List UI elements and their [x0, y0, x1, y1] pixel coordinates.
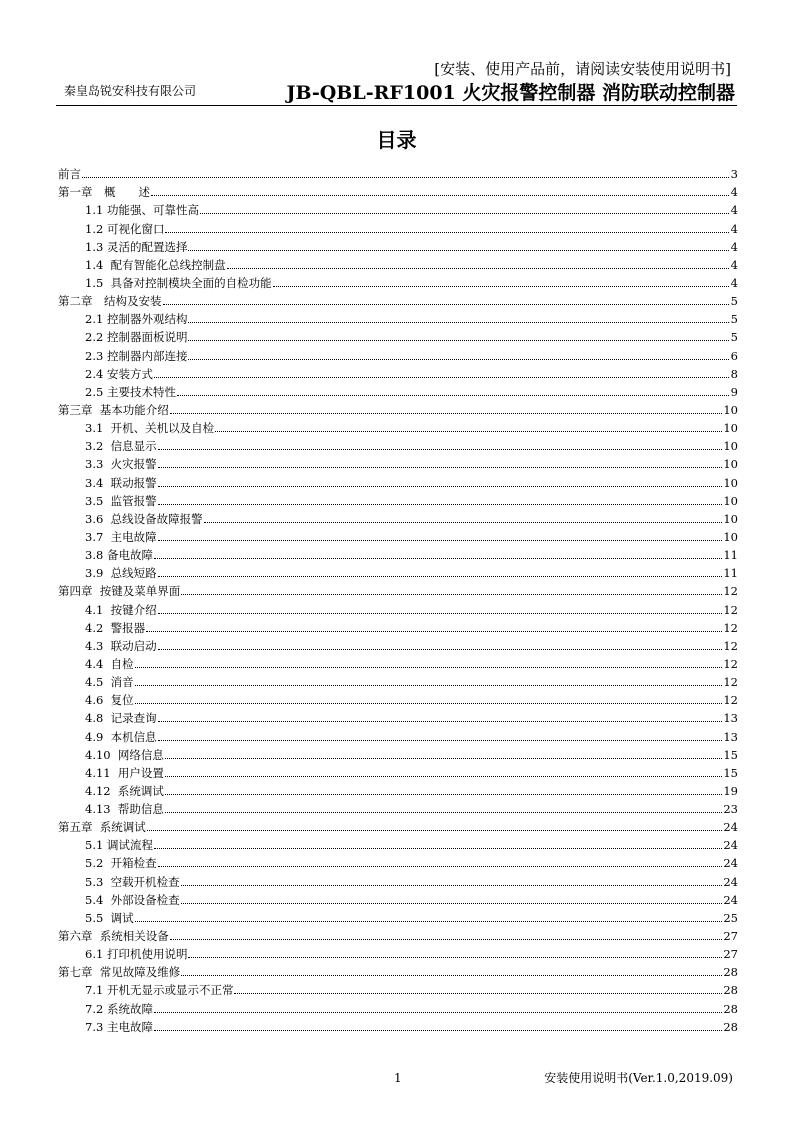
toc-entry-label: 7.2 系统故障 — [85, 1001, 153, 1016]
toc-entry-label: 3.6 总线设备故障报警 — [85, 511, 203, 526]
toc-entry-label: 5.3 空载开机检查 — [85, 874, 180, 889]
toc-leader-dots — [163, 304, 730, 305]
toc-entry[interactable] — [58, 927, 738, 945]
toc-entry-page: 28 — [723, 1019, 738, 1034]
toc-entry-label: 3.1 开机、关机以及自检 — [85, 421, 215, 436]
toc-entry-page: 13 — [723, 729, 738, 744]
toc-entry-page: 10 — [723, 402, 738, 417]
toc-entry[interactable] — [58, 655, 738, 673]
toc-entry-label: 前言 — [58, 167, 81, 182]
toc-entry-page: 12 — [723, 620, 738, 635]
toc-entry-page: 24 — [723, 838, 738, 853]
toc-entry-label: 第二章 结构及安装 — [58, 294, 162, 309]
toc-leader-dots — [158, 613, 723, 614]
toc-leader-dots — [158, 504, 723, 505]
toc-entry[interactable] — [58, 891, 738, 909]
toc-entry[interactable] — [58, 619, 738, 637]
toc-entry-page: 28 — [723, 983, 738, 998]
toc-leader-dots — [181, 885, 723, 886]
toc-entry-page: 24 — [723, 892, 738, 907]
toc-entry[interactable] — [58, 909, 738, 927]
toc-entry-page: 12 — [723, 638, 738, 653]
toc-entry-label: 1.5 具备对控制模块全面的自检功能 — [85, 275, 272, 290]
toc-entry[interactable] — [58, 945, 738, 963]
toc-entry-label: 5.4 外部设备检查 — [85, 892, 180, 907]
toc-leader-dots — [204, 522, 723, 523]
toc-entry-label: 1.3 灵活的配置选择 — [85, 239, 188, 254]
toc-entry[interactable] — [58, 346, 738, 364]
toc-leader-dots — [165, 776, 722, 777]
toc-entry-label: 2.2 控制器面板说明 — [85, 330, 188, 345]
toc-entry[interactable] — [58, 183, 738, 201]
toc-entry-page: 19 — [723, 783, 738, 798]
toc-entry[interactable] — [58, 999, 738, 1017]
toc-entry[interactable] — [58, 165, 738, 183]
footer-page-number: 1 — [394, 1071, 402, 1085]
toc-entry[interactable] — [58, 201, 738, 219]
toc-entry-label: 4.4 自检 — [85, 656, 134, 671]
toc-entry-page: 4 — [730, 239, 738, 254]
toc-leader-dots — [154, 377, 729, 378]
toc-leader-dots — [188, 322, 729, 323]
toc-entry-page: 5 — [730, 294, 738, 309]
toc-leader-dots — [154, 558, 722, 559]
toc-entry-label: 4.6 复位 — [85, 693, 134, 708]
toc-entry[interactable] — [58, 328, 738, 346]
toc-entry[interactable] — [58, 963, 738, 981]
toc-entry[interactable] — [58, 274, 738, 292]
toc-entry[interactable] — [58, 256, 738, 274]
toc-entry[interactable] — [58, 492, 738, 510]
toc-entry-page: 9 — [730, 384, 738, 399]
toc-entry-label: 4.9 本机信息 — [85, 729, 157, 744]
toc-entry-page: 27 — [723, 947, 738, 962]
toc-entry-page: 10 — [723, 457, 738, 472]
toc-entry-label: 第四章 按键及菜单界面 — [58, 584, 181, 599]
toc-entry-label: 4.12 系统调试 — [85, 783, 164, 798]
toc-entry-page: 12 — [723, 584, 738, 599]
toc-entry-label: 第五章 系统调试 — [58, 820, 146, 835]
toc-entry-label: 第七章 常见故障及维修 — [58, 965, 181, 980]
page-title: 目录 — [376, 128, 417, 152]
toc-entry[interactable] — [58, 455, 738, 473]
toc-entry[interactable] — [58, 600, 738, 618]
header-product-title: JB-QBL-RF1001 火灾报警控制器 消防联动控制器 — [286, 82, 735, 104]
toc-entry[interactable] — [58, 310, 738, 328]
toc-leader-dots — [177, 395, 729, 396]
toc-leader-dots — [146, 631, 722, 632]
toc-entry-page: 12 — [723, 693, 738, 708]
toc-leader-dots — [188, 250, 729, 251]
toc-entry[interactable] — [58, 981, 738, 999]
toc-entry-page: 12 — [723, 656, 738, 671]
toc-entry[interactable] — [58, 401, 738, 419]
toc-entry-page: 5 — [730, 330, 738, 345]
toc-entry-page: 10 — [723, 511, 738, 526]
toc-entry-label: 6.1 打印机使用说明 — [85, 947, 188, 962]
toc-entry-label: 3.4 联动报警 — [85, 475, 157, 490]
toc-entry-label: 1.2 可视化窗口 — [85, 221, 165, 236]
toc-leader-dots — [158, 740, 723, 741]
toc-leader-dots — [200, 213, 729, 214]
toc-entry-page: 4 — [730, 257, 738, 272]
toc-entry-page: 8 — [730, 366, 738, 381]
toc-entry[interactable] — [58, 238, 738, 256]
toc-entry[interactable] — [58, 854, 738, 872]
header-divider — [56, 105, 737, 106]
toc-entry-label: 4.8 记录查询 — [85, 711, 157, 726]
toc-entry[interactable] — [58, 637, 738, 655]
toc-leader-dots — [135, 685, 723, 686]
toc-entry[interactable] — [58, 782, 738, 800]
toc-entry-label: 1.4 配有智能化总线控制盘 — [85, 257, 226, 272]
toc-entry-label: 第六章 系统相关设备 — [58, 929, 169, 944]
toc-entry-label: 2.5 主要技术特性 — [85, 384, 176, 399]
header-note: [安装、使用产品前，请阅读安装使用说明书] — [434, 60, 731, 78]
toc-entry-label: 5.1 调试流程 — [85, 838, 153, 853]
toc-entry-page: 4 — [730, 221, 738, 236]
toc-entry-label: 5.2 开箱检查 — [85, 856, 157, 871]
toc-entry-page: 13 — [723, 711, 738, 726]
toc-entry[interactable] — [58, 528, 738, 546]
toc-entry-page: 10 — [723, 439, 738, 454]
toc-entry-label: 3.3 火灾报警 — [85, 457, 157, 472]
toc-entry-page: 3 — [730, 167, 738, 182]
toc-entry-page: 10 — [723, 493, 738, 508]
toc-entry-page: 11 — [723, 548, 738, 563]
toc-entry[interactable] — [58, 473, 738, 491]
toc-leader-dots — [135, 667, 723, 668]
toc-entry-page: 4 — [730, 275, 738, 290]
toc-entry[interactable] — [58, 764, 738, 782]
toc-entry-page: 10 — [723, 529, 738, 544]
toc-leader-dots — [165, 232, 729, 233]
toc-entry[interactable] — [58, 564, 738, 582]
toc-entry-label: 4.1 按键介绍 — [85, 602, 157, 617]
toc-entry[interactable] — [58, 219, 738, 237]
toc-leader-dots — [135, 921, 723, 922]
toc-entry-label: 2.3 控制器内部连接 — [85, 348, 188, 363]
toc-entry[interactable] — [58, 746, 738, 764]
toc-entry-label: 3.8 备电故障 — [85, 548, 153, 563]
toc-leader-dots — [158, 576, 723, 577]
toc-leader-dots — [158, 486, 723, 487]
toc-leader-dots — [181, 594, 722, 595]
toc-entry-page: 12 — [723, 675, 738, 690]
toc-entry-page: 4 — [730, 185, 738, 200]
toc-entry[interactable] — [58, 437, 738, 455]
toc-entry-page: 10 — [723, 475, 738, 490]
toc-entry[interactable] — [58, 673, 738, 691]
toc-entry[interactable] — [58, 383, 738, 401]
toc-entry-label: 5.5 调试 — [85, 910, 134, 925]
toc-entry-label: 4.5 消音 — [85, 675, 134, 690]
toc-leader-dots — [135, 703, 723, 704]
toc-entry-label: 4.13 帮助信息 — [85, 802, 164, 817]
toc-leader-dots — [188, 359, 729, 360]
toc-entry[interactable] — [58, 582, 738, 600]
toc-leader-dots — [158, 540, 723, 541]
toc-leader-dots — [165, 812, 722, 813]
toc-leader-dots — [170, 939, 723, 940]
toc-entry-page: 24 — [723, 820, 738, 835]
toc-entry[interactable] — [58, 1018, 738, 1036]
toc-entry-page: 27 — [723, 929, 738, 944]
toc-entry-label: 4.10 网络信息 — [85, 747, 164, 762]
toc-entry[interactable] — [58, 292, 738, 310]
toc-leader-dots — [158, 866, 723, 867]
toc-leader-dots — [158, 721, 723, 722]
toc-leader-dots — [170, 413, 723, 414]
toc-entry-page: 12 — [723, 602, 738, 617]
toc-leader-dots — [154, 1012, 722, 1013]
toc-leader-dots — [158, 467, 723, 468]
toc-entry[interactable] — [58, 510, 738, 528]
toc-entry-label: 4.3 联动启动 — [85, 638, 157, 653]
toc-entry-label: 7.1 开机无显示或显示不正常 — [85, 983, 234, 998]
toc-leader-dots — [234, 993, 722, 994]
toc-entry-label: 第三章 基本功能介绍 — [58, 402, 169, 417]
toc-leader-dots — [147, 830, 723, 831]
toc-entry[interactable] — [58, 800, 738, 818]
toc-entry-label: 7.3 主电故障 — [85, 1019, 153, 1034]
toc-entry-label: 4.11 用户设置 — [85, 765, 164, 780]
toc-entry-label: 2.1 控制器外观结构 — [85, 312, 188, 327]
toc-entry-label: 2.4 安装方式 — [85, 366, 153, 381]
toc-entry[interactable] — [58, 727, 738, 745]
toc-entry[interactable] — [58, 546, 738, 564]
toc-entry[interactable] — [58, 872, 738, 890]
toc-entry-label: 3.2 信息显示 — [85, 439, 157, 454]
toc-entry-page: 24 — [723, 874, 738, 889]
toc-leader-dots — [158, 449, 723, 450]
toc-entry[interactable] — [58, 818, 738, 836]
toc-leader-dots — [82, 177, 729, 178]
toc-entry[interactable] — [58, 836, 738, 854]
toc-leader-dots — [154, 848, 722, 849]
toc-leader-dots — [273, 286, 729, 287]
toc-entry-label: 3.5 监管报警 — [85, 493, 157, 508]
table-of-contents — [58, 165, 738, 1036]
toc-entry-label: 第一章 概 述 — [58, 185, 150, 200]
toc-entry-page: 15 — [723, 747, 738, 762]
toc-entry-label: 3.9 总线短路 — [85, 566, 157, 581]
toc-leader-dots — [151, 195, 729, 196]
toc-leader-dots — [165, 758, 722, 759]
header-company: 秦皇岛锐安科技有限公司 — [64, 84, 197, 98]
toc-entry[interactable] — [58, 691, 738, 709]
toc-leader-dots — [181, 975, 722, 976]
toc-entry-page: 28 — [723, 1001, 738, 1016]
toc-entry-page: 23 — [723, 802, 738, 817]
toc-entry-page: 15 — [723, 765, 738, 780]
toc-leader-dots — [158, 649, 723, 650]
toc-entry-page: 10 — [723, 421, 738, 436]
toc-entry-label: 4.2 警报器 — [85, 620, 146, 635]
toc-leader-dots — [181, 903, 723, 904]
toc-leader-dots — [154, 1030, 722, 1031]
toc-entry-page: 6 — [730, 348, 738, 363]
toc-entry-label: 3.7 主电故障 — [85, 529, 157, 544]
toc-leader-dots — [215, 431, 722, 432]
toc-entry-label: 1.1 功能强、可靠性高 — [85, 203, 199, 218]
toc-leader-dots — [227, 268, 729, 269]
toc-leader-dots — [165, 794, 722, 795]
toc-entry[interactable] — [58, 709, 738, 727]
toc-entry[interactable] — [58, 419, 738, 437]
toc-entry-page: 11 — [723, 566, 738, 581]
toc-entry-page: 25 — [723, 910, 738, 925]
toc-leader-dots — [188, 340, 729, 341]
toc-entry-page: 28 — [723, 965, 738, 980]
toc-leader-dots — [188, 957, 722, 958]
toc-entry-page: 4 — [730, 203, 738, 218]
toc-entry-page: 24 — [723, 856, 738, 871]
footer-version: 安装使用说明书(Ver.1.0,2019.09) — [544, 1071, 733, 1085]
toc-entry[interactable] — [58, 365, 738, 383]
toc-entry-page: 5 — [730, 312, 738, 327]
